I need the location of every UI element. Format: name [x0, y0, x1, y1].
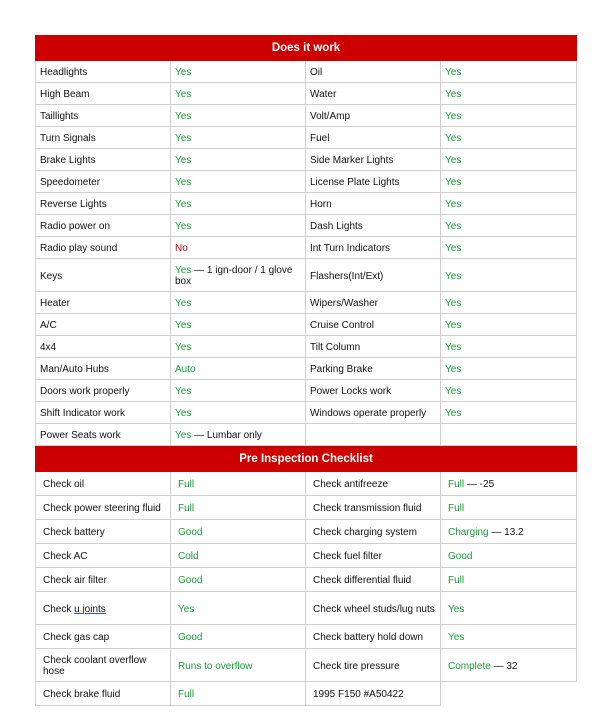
- item-label-cell: [306, 472, 441, 496]
- item-value-cell: [171, 682, 306, 706]
- item-value-cell: [441, 127, 577, 149]
- item-value-cell: [441, 105, 577, 127]
- item-label-cell: [36, 625, 171, 649]
- item-label: Horn: [310, 199, 332, 210]
- item-label: Check u joints: [43, 603, 106, 615]
- item-value-cell: [441, 625, 577, 649]
- item-value-cell: [171, 105, 306, 127]
- table-row: [36, 215, 577, 237]
- item-value-cell: [171, 649, 306, 682]
- item-note: — -25: [464, 479, 495, 490]
- item-value: Yes: [445, 177, 462, 188]
- item-label-cell: [36, 193, 171, 215]
- item-label: Windows operate properly: [310, 408, 427, 419]
- item-label: Speedometer: [40, 177, 101, 188]
- item-value-cell: [441, 568, 577, 592]
- item-value: Complete: [448, 660, 491, 672]
- item-label: Flashers(Int/Ext): [310, 270, 384, 282]
- item-label: High Beam: [40, 89, 90, 100]
- item-label: Turn Signals: [40, 133, 96, 144]
- item-label: Reverse Lights: [40, 199, 107, 210]
- section-title-pre-inspection: Pre Inspection Checklist: [36, 447, 577, 472]
- table-row: [36, 402, 577, 424]
- item-label-cell: [306, 568, 441, 592]
- item-label: Heater: [40, 298, 71, 309]
- item-value-cell: [441, 259, 577, 292]
- item-note: — Lumbar only: [191, 430, 262, 441]
- item-label: Keys: [40, 270, 63, 282]
- table-row: [36, 682, 577, 706]
- table-row: [36, 544, 577, 568]
- item-label: Parking Brake: [310, 364, 373, 375]
- item-value: Yes: [175, 177, 192, 188]
- item-value-cell: [441, 496, 577, 520]
- item-label-cell: [36, 336, 171, 358]
- item-label: Shift Indicator work: [40, 408, 126, 419]
- item-value: Good: [448, 551, 473, 562]
- item-label-cell: [36, 61, 171, 83]
- item-label-cell: [36, 402, 171, 424]
- item-label: Oil: [310, 67, 323, 78]
- item-value-cell: [441, 380, 577, 402]
- table-row: [36, 149, 577, 171]
- item-value-cell: [441, 193, 577, 215]
- item-label-cell: [36, 520, 171, 544]
- item-label-cell: [36, 171, 171, 193]
- item-value-cell: [441, 314, 577, 336]
- item-label: Radio play sound: [40, 243, 118, 254]
- item-value: Good: [178, 527, 203, 538]
- item-value: Yes: [445, 320, 462, 331]
- item-label-cell: [306, 314, 441, 336]
- item-value-cell: [441, 358, 577, 380]
- item-label: Taillights: [40, 111, 79, 122]
- item-label-cell: [306, 237, 441, 259]
- item-value-cell: [441, 215, 577, 237]
- item-label: Wipers/Washer: [310, 298, 378, 309]
- item-value: Yes: [175, 67, 192, 78]
- item-label: Check oil: [43, 479, 85, 490]
- item-label: Check fuel filter: [313, 551, 382, 562]
- item-value: Yes: [445, 364, 462, 375]
- item-label-cell: [36, 568, 171, 592]
- item-label-cell: [306, 544, 441, 568]
- item-value: Yes: [445, 89, 462, 100]
- item-value-cell: [171, 402, 306, 424]
- item-label: 4x4: [40, 342, 57, 353]
- item-value: Yes: [175, 89, 192, 100]
- item-value: Yes: [175, 111, 192, 122]
- item-value: Yes: [175, 320, 192, 331]
- item-label: Check battery hold down: [313, 632, 424, 643]
- item-value-cell: [171, 61, 306, 83]
- item-label: Volt/Amp: [310, 111, 351, 122]
- item-label-cell: [306, 682, 441, 706]
- item-label: Tilt Column: [310, 342, 361, 353]
- table-row: [36, 568, 577, 592]
- pre-inspection-table-container: [35, 446, 576, 706]
- item-label: Man/Auto Hubs: [40, 364, 109, 375]
- item-value-cell: [441, 336, 577, 358]
- item-label: Check wheel studs/lug nuts: [313, 603, 435, 615]
- table-row: [36, 649, 577, 682]
- item-label-cell: [306, 520, 441, 544]
- item-label: Cruise Control: [310, 320, 374, 331]
- item-label-cell: [306, 105, 441, 127]
- item-value-cell: [441, 424, 577, 446]
- item-value: Yes: [445, 408, 462, 419]
- item-value: Yes: [445, 67, 462, 78]
- item-value-cell: [171, 424, 306, 446]
- item-value: Good: [178, 632, 203, 643]
- item-label-cell: [36, 649, 171, 682]
- item-value-cell: [171, 193, 306, 215]
- item-value: Runs to overflow: [178, 660, 253, 672]
- item-value: Yes: [175, 265, 192, 276]
- item-label: Headlights: [40, 67, 88, 78]
- item-label-cell: [36, 127, 171, 149]
- item-value: Yes: [178, 603, 195, 615]
- table-row: [36, 592, 577, 625]
- item-label: Check brake fluid: [43, 689, 121, 700]
- pre-inspection-table: [35, 446, 577, 706]
- item-label-cell: [36, 83, 171, 105]
- table-row: [36, 237, 577, 259]
- item-value-cell: [171, 237, 306, 259]
- item-label-cell: [36, 358, 171, 380]
- item-label: Check AC: [43, 551, 88, 562]
- item-label-cell: [306, 496, 441, 520]
- does-it-work-table: [35, 35, 577, 446]
- item-label-cell: [306, 171, 441, 193]
- item-value: Yes: [445, 243, 462, 254]
- item-value-cell: [171, 625, 306, 649]
- item-value: Yes: [445, 270, 462, 282]
- item-value-cell: [171, 358, 306, 380]
- table-row: [36, 496, 577, 520]
- item-value-cell: [171, 496, 306, 520]
- item-label-cell: [36, 314, 171, 336]
- item-value: No: [175, 243, 188, 254]
- item-label-cell: [36, 237, 171, 259]
- item-label: License Plate Lights: [310, 177, 400, 188]
- item-label: Doors work properly: [40, 386, 130, 397]
- table-row: [36, 380, 577, 402]
- item-label: Power Locks work: [310, 386, 392, 397]
- item-value: Yes: [175, 199, 192, 210]
- item-value: Yes: [175, 342, 192, 353]
- item-label-cell: [36, 472, 171, 496]
- item-value-cell: [441, 61, 577, 83]
- item-label-cell: [306, 83, 441, 105]
- item-label: A/C: [40, 320, 57, 331]
- item-value: Full: [448, 479, 465, 490]
- item-label-cell: [306, 215, 441, 237]
- item-value-cell: [441, 402, 577, 424]
- item-label-cell: [36, 544, 171, 568]
- table-row: [36, 625, 577, 649]
- item-value: Full: [178, 503, 195, 514]
- item-label-cell: [36, 592, 171, 625]
- item-label-cell: [306, 424, 441, 446]
- item-label-cell: [306, 292, 441, 314]
- item-label-cell: [306, 61, 441, 83]
- item-label: 1995 F150 #A50422: [313, 689, 404, 700]
- item-value-cell: [441, 171, 577, 193]
- table-row: [36, 292, 577, 314]
- item-value: Yes: [445, 111, 462, 122]
- item-value: Full: [178, 479, 195, 490]
- item-label: Water: [310, 89, 337, 100]
- item-label: Int Turn Indicators: [310, 243, 391, 254]
- item-label-cell: [36, 380, 171, 402]
- item-value: Yes: [175, 221, 192, 232]
- item-label: Check transmission fluid: [313, 503, 422, 514]
- item-label: Check battery: [43, 527, 105, 538]
- item-value-cell: [441, 472, 577, 496]
- item-value-cell: [441, 592, 577, 625]
- item-label: Check gas cap: [43, 632, 110, 643]
- table-row: [36, 171, 577, 193]
- item-label: Side Marker Lights: [310, 155, 394, 166]
- item-label-cell: [306, 127, 441, 149]
- item-label: Fuel: [310, 133, 330, 144]
- table-row: [36, 314, 577, 336]
- item-value: Yes: [445, 155, 462, 166]
- item-label-cell: [306, 649, 441, 682]
- item-label: Brake Lights: [40, 155, 96, 166]
- item-value-cell: [441, 682, 577, 706]
- item-value-cell: [171, 544, 306, 568]
- table-row: [36, 259, 577, 292]
- item-label: Power Seats work: [40, 430, 121, 441]
- item-value: Yes: [175, 298, 192, 309]
- section-title-does-it-work: Does it work: [36, 36, 577, 61]
- item-value: Yes: [445, 199, 462, 210]
- item-value-cell: [441, 237, 577, 259]
- table-row: [36, 358, 577, 380]
- item-value: Yes: [445, 221, 462, 232]
- table-row: [36, 193, 577, 215]
- item-value-cell: [171, 568, 306, 592]
- table-row: [36, 105, 577, 127]
- item-label-cell: [306, 336, 441, 358]
- item-value: Good: [178, 575, 203, 586]
- item-value: Yes: [175, 430, 192, 441]
- item-label-cell: [306, 592, 441, 625]
- item-label: Check tire pressure: [313, 660, 400, 672]
- item-label-cell: [36, 496, 171, 520]
- item-value: Full: [448, 503, 465, 514]
- item-note: — 13.2: [488, 527, 524, 538]
- item-label-cell: [36, 682, 171, 706]
- item-value-cell: [171, 83, 306, 105]
- table-row: [36, 472, 577, 496]
- item-value-cell: [171, 380, 306, 402]
- item-label-cell: [306, 402, 441, 424]
- item-label-cell: [36, 105, 171, 127]
- does-it-work-table-container: [35, 35, 576, 446]
- item-value: Yes: [445, 386, 462, 397]
- item-label-cell: [36, 292, 171, 314]
- item-value: Yes: [448, 603, 465, 615]
- item-value-cell: [171, 149, 306, 171]
- item-value: Full: [448, 575, 465, 586]
- table-row: [36, 61, 577, 83]
- item-value: Yes: [445, 133, 462, 144]
- item-value-cell: [171, 171, 306, 193]
- item-value-cell: [441, 649, 577, 682]
- item-value-cell: [171, 215, 306, 237]
- item-value: Yes: [448, 632, 465, 643]
- table-row: [36, 83, 577, 105]
- table-row: [36, 336, 577, 358]
- item-note: — 32: [490, 660, 518, 672]
- item-value-cell: [441, 149, 577, 171]
- item-label: Check differential fluid: [313, 575, 412, 586]
- item-label: Check antifreeze: [313, 479, 389, 490]
- item-value: Cold: [178, 551, 199, 562]
- item-value: Yes: [175, 133, 192, 144]
- table-row: [36, 424, 577, 446]
- item-note: — 1 ign-door / 1 glove box: [175, 265, 293, 287]
- item-label: Check air filter: [43, 575, 107, 586]
- item-value: Yes: [175, 155, 192, 166]
- item-value: Charging: [448, 527, 489, 538]
- item-value: Full: [178, 689, 195, 700]
- item-value-cell: [171, 292, 306, 314]
- item-value-cell: [441, 83, 577, 105]
- item-label-cell: [306, 380, 441, 402]
- item-value-cell: [441, 544, 577, 568]
- item-label-cell: [36, 149, 171, 171]
- item-label-cell: [36, 259, 171, 292]
- item-label: Check coolant overflow hose: [43, 655, 147, 677]
- item-label-cell: [306, 625, 441, 649]
- item-label-cell: [306, 259, 441, 292]
- item-value: Yes: [445, 298, 462, 309]
- item-label-cell: [36, 424, 171, 446]
- item-label-cell: [306, 193, 441, 215]
- item-value-cell: [171, 336, 306, 358]
- item-value-cell: [171, 472, 306, 496]
- item-value-cell: [171, 314, 306, 336]
- item-label-cell: [36, 215, 171, 237]
- item-label-cell: [306, 149, 441, 171]
- table-row: [36, 127, 577, 149]
- item-value: Yes: [175, 386, 192, 397]
- item-value-cell: [171, 259, 306, 292]
- item-value-cell: [441, 292, 577, 314]
- item-value-cell: [171, 592, 306, 625]
- item-label: Radio power on: [40, 221, 111, 232]
- item-value: Yes: [445, 342, 462, 353]
- item-label: Dash Lights: [310, 221, 363, 232]
- table-row: [36, 520, 577, 544]
- item-label-cell: [306, 358, 441, 380]
- item-value-cell: [171, 520, 306, 544]
- item-value: Auto: [175, 364, 196, 375]
- item-value: Yes: [175, 408, 192, 419]
- item-label: Check power steering fluid: [43, 503, 161, 514]
- item-value-cell: [441, 520, 577, 544]
- item-value-cell: [171, 127, 306, 149]
- item-label: Check charging system: [313, 527, 417, 538]
